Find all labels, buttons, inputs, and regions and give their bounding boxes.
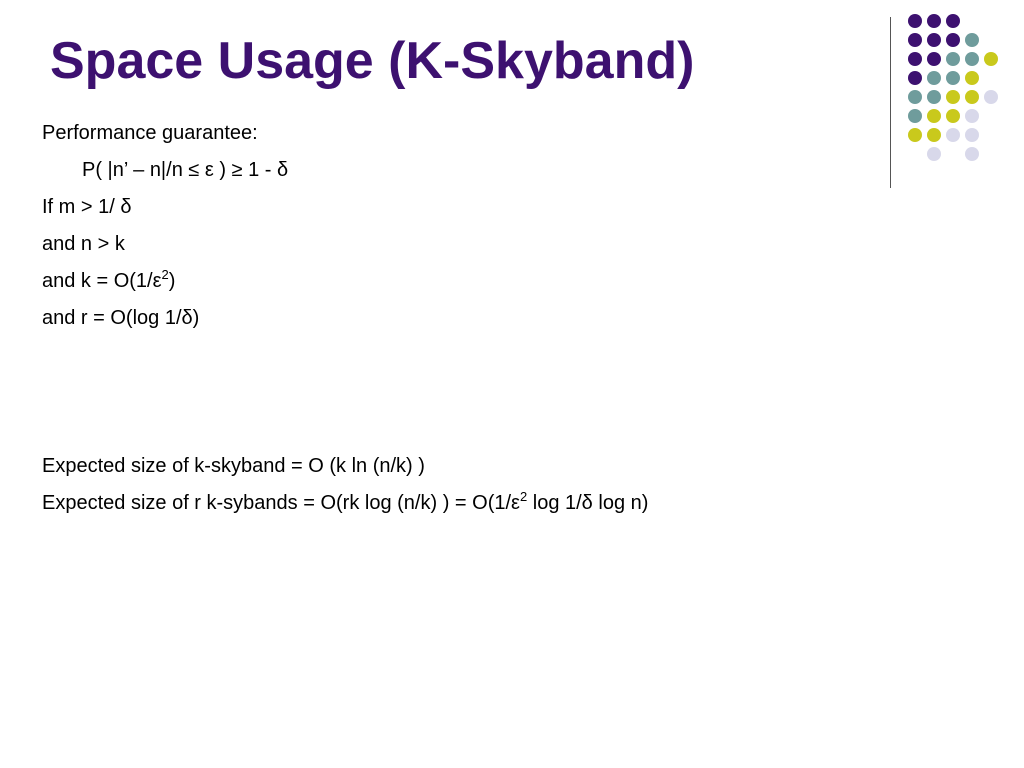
body-line-probability: P( |n’ – n|/n ≤ ε ) ≥ 1 - δ xyxy=(82,159,289,181)
expected-r-text: Expected size of r k-sybands = O(rk log (n/k) ) = O(1/ε xyxy=(42,492,520,514)
decor-dot xyxy=(927,71,941,85)
decor-dot xyxy=(965,52,979,66)
decor-dot xyxy=(946,14,960,28)
decor-dot xyxy=(927,147,941,161)
decor-dot xyxy=(908,128,922,142)
decor-dot xyxy=(984,90,998,104)
slide-title: Space Usage (K-Skyband) xyxy=(50,32,695,90)
body-line-performance: Performance guarantee: xyxy=(42,122,258,144)
body-line-and-r: and r = O(log 1/δ) xyxy=(42,307,200,329)
decor-dot xyxy=(908,52,922,66)
decor-dot xyxy=(927,90,941,104)
decor-dot xyxy=(927,14,941,28)
decor-dot xyxy=(927,128,941,142)
decor-dot xyxy=(965,90,979,104)
and-k-superscript: 2 xyxy=(161,267,169,282)
decor-dot xyxy=(908,71,922,85)
decor-dot xyxy=(946,128,960,142)
decor-dot xyxy=(965,147,979,161)
decor-dot xyxy=(927,33,941,47)
and-k-close: ) xyxy=(168,270,176,292)
decor-dot xyxy=(908,109,922,123)
body-line-expected-skyband: Expected size of k-skyband = O (k ln (n/k) ) xyxy=(42,455,425,477)
decor-dot xyxy=(965,33,979,47)
decor-dot xyxy=(965,71,979,85)
decor-dot xyxy=(946,90,960,104)
body-line-expected-r-skybands xyxy=(42,490,648,518)
decor-dot xyxy=(927,52,941,66)
body-line-if-m: If m > 1/ δ xyxy=(42,196,132,218)
decorative-dot-grid xyxy=(908,14,1008,174)
decor-dot xyxy=(946,71,960,85)
decor-dot xyxy=(946,33,960,47)
and-k-text: and k = O(1/ε xyxy=(42,270,162,292)
decor-dot xyxy=(908,90,922,104)
decor-dot xyxy=(965,128,979,142)
body-line-and-n: and n > k xyxy=(42,233,125,255)
expected-r-superscript: 2 xyxy=(519,489,528,504)
decor-dot xyxy=(946,109,960,123)
expected-r-tail: log 1/δ log n) xyxy=(527,492,649,514)
body-line-and-k xyxy=(42,268,175,296)
decor-dot xyxy=(946,52,960,66)
decor-dot xyxy=(927,109,941,123)
decor-dot xyxy=(908,14,922,28)
decor-dot xyxy=(965,109,979,123)
decor-dot xyxy=(908,33,922,47)
decor-dot xyxy=(984,52,998,66)
vertical-divider xyxy=(890,17,891,188)
